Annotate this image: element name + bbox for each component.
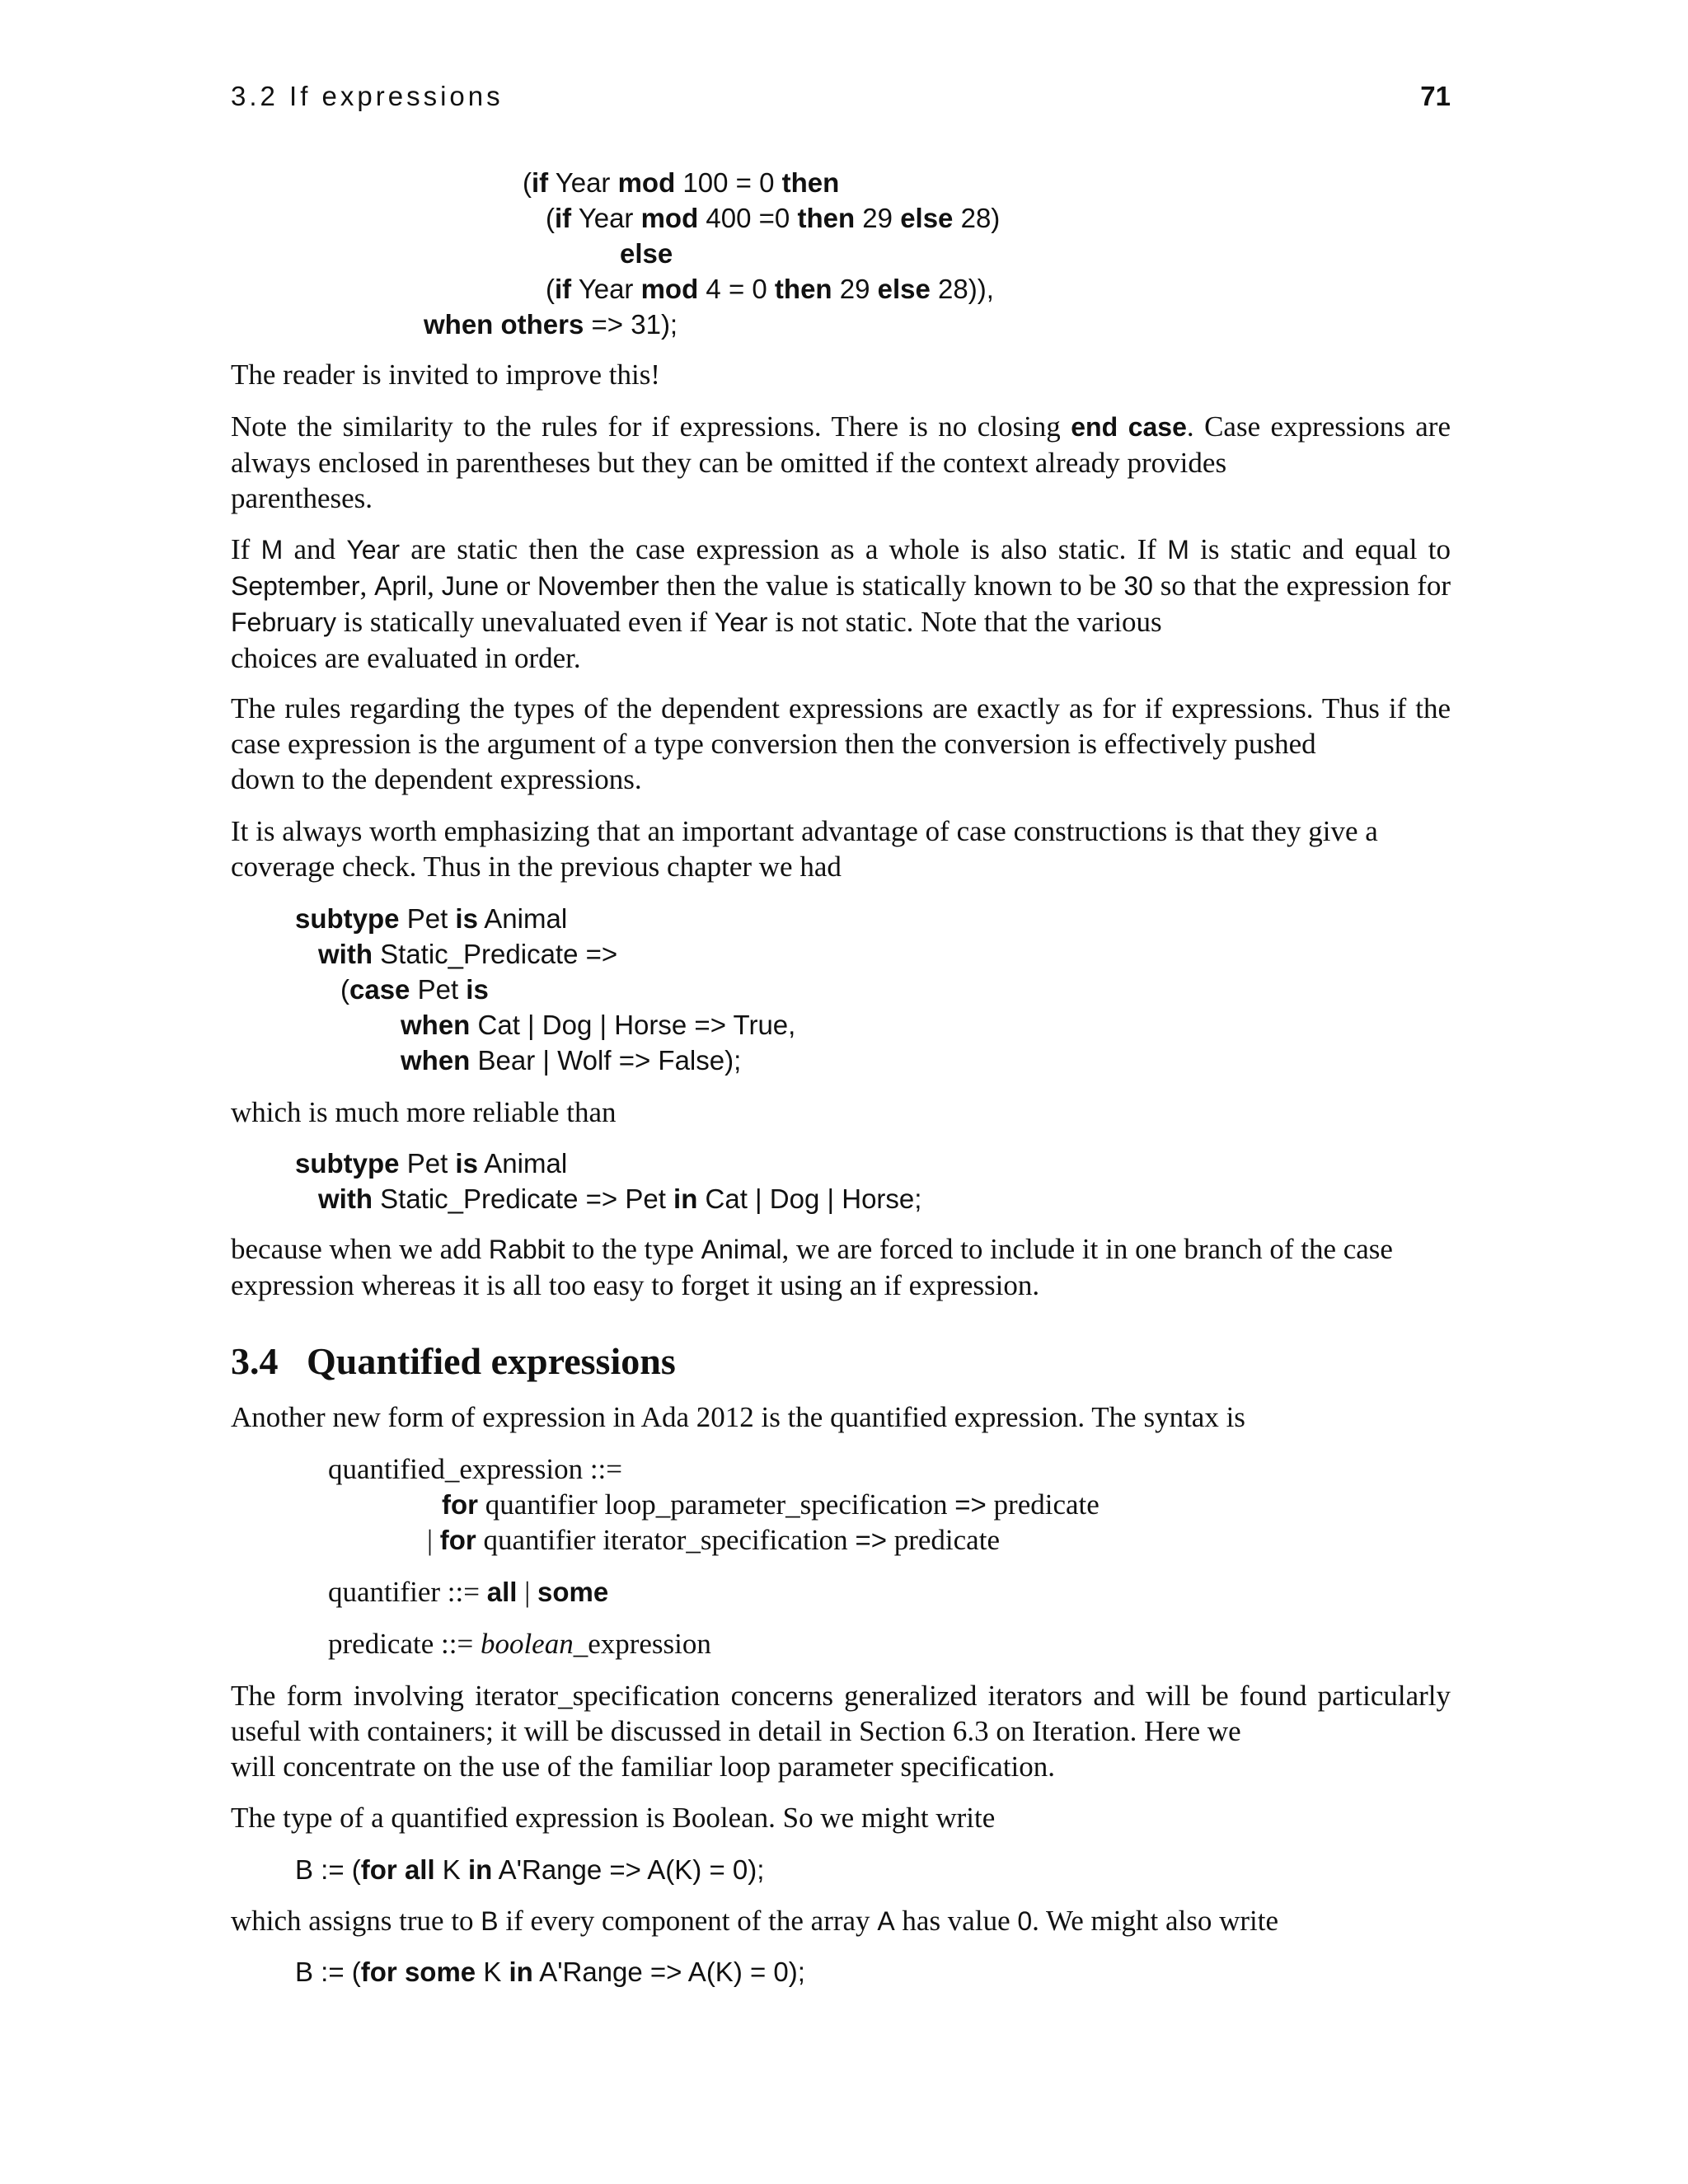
paragraph: because when we add Rabbit to the type Animal, we are forced to include it in one branch of the case expression whereas it is all too easy to forget it using an if expression.: [231, 1233, 1393, 1301]
code-line: (if Year mod 4 = 0 then 29 else 28)),: [546, 274, 994, 304]
paragraph: The reader is invited to improve this!: [231, 359, 660, 391]
paragraph: which assigns true to B if every component of the array A has value 0. We might also write: [231, 1905, 1279, 1937]
paragraph: Another new form of expression in Ada 2012 is the quantified expression. The syntax is: [231, 1401, 1245, 1433]
running-header: [231, 81, 1451, 117]
syntax-line: predicate ::= boolean_expression: [328, 1628, 711, 1660]
paragraph: It is always worth emphasizing that an important advantage of case constructions is that they give a coverage check. Thus in the previous chapter we had: [231, 815, 1378, 883]
code-line: with Static_Predicate =>: [318, 939, 618, 969]
code-line: (case Pet is: [340, 974, 489, 1005]
paragraph: The rules regarding the types of the dependent expressions are exactly as for if expressions. Thus if the case expression is the argument of a type conversion then the conversion is effectively pushed down to the dependent expressions.: [231, 692, 1451, 795]
paragraph: Note the similarity to the rules for if expressions. There is no closing end case. Case expressions are always enclosed in parentheses but they can be omitted if the context already provides parentheses.: [231, 410, 1451, 514]
syntax-line: | for quantifier iterator_specification => predicate: [427, 1524, 1000, 1556]
syntax-line: for quantifier loop_parameter_specification => predicate: [442, 1488, 1100, 1521]
code-line: else: [620, 238, 673, 269]
code-line: when Cat | Dog | Horse => True,: [401, 1010, 796, 1040]
paragraph: which is much more reliable than: [231, 1096, 617, 1128]
code-line: (if Year mod 100 = 0 then: [523, 167, 840, 198]
syntax-line: quantifier ::= all | some: [328, 1576, 609, 1608]
paragraph: The form involving iterator_specification concerns generalized iterators and will be found particularly useful with containers; it will be discussed in detail in Section 6.3 on Iteration. Here we will concentrate on the use of the familiar loop parameter specification.: [231, 1680, 1451, 1783]
code-line: when others => 31);: [424, 309, 678, 340]
code-line: B := (for some K in A'Range => A(K) = 0);: [295, 1957, 805, 1987]
running-header-section: 3.2 If expressions: [231, 81, 504, 111]
paragraph: If M and Year are static then the case expression as a whole is also static. If M is static and equal to September, April, June or November then the value is statically known to be 30 so that the expression for February is statically unevaluated even if Year is not static. Note that the various choices are evaluated in order.: [231, 533, 1451, 674]
section-heading: 3.4 Quantified expressions: [231, 1340, 676, 1382]
paragraph: The type of a quantified expression is Boolean. So we might write: [231, 1802, 996, 1834]
page-number: 71: [1420, 81, 1451, 111]
code-line: (if Year mod 400 =0 then 29 else 28): [546, 203, 1001, 233]
code-line: subtype Pet is Animal: [295, 903, 568, 934]
code-line: when Bear | Wolf => False);: [401, 1045, 742, 1076]
code-line: B := (for all K in A'Range => A(K) = 0);: [295, 1854, 765, 1885]
syntax-line: quantified_expression ::=: [328, 1453, 623, 1485]
code-line: with Static_Predicate => Pet in Cat | Dog | Horse;: [318, 1183, 922, 1214]
code-line: subtype Pet is Animal: [295, 1148, 568, 1179]
